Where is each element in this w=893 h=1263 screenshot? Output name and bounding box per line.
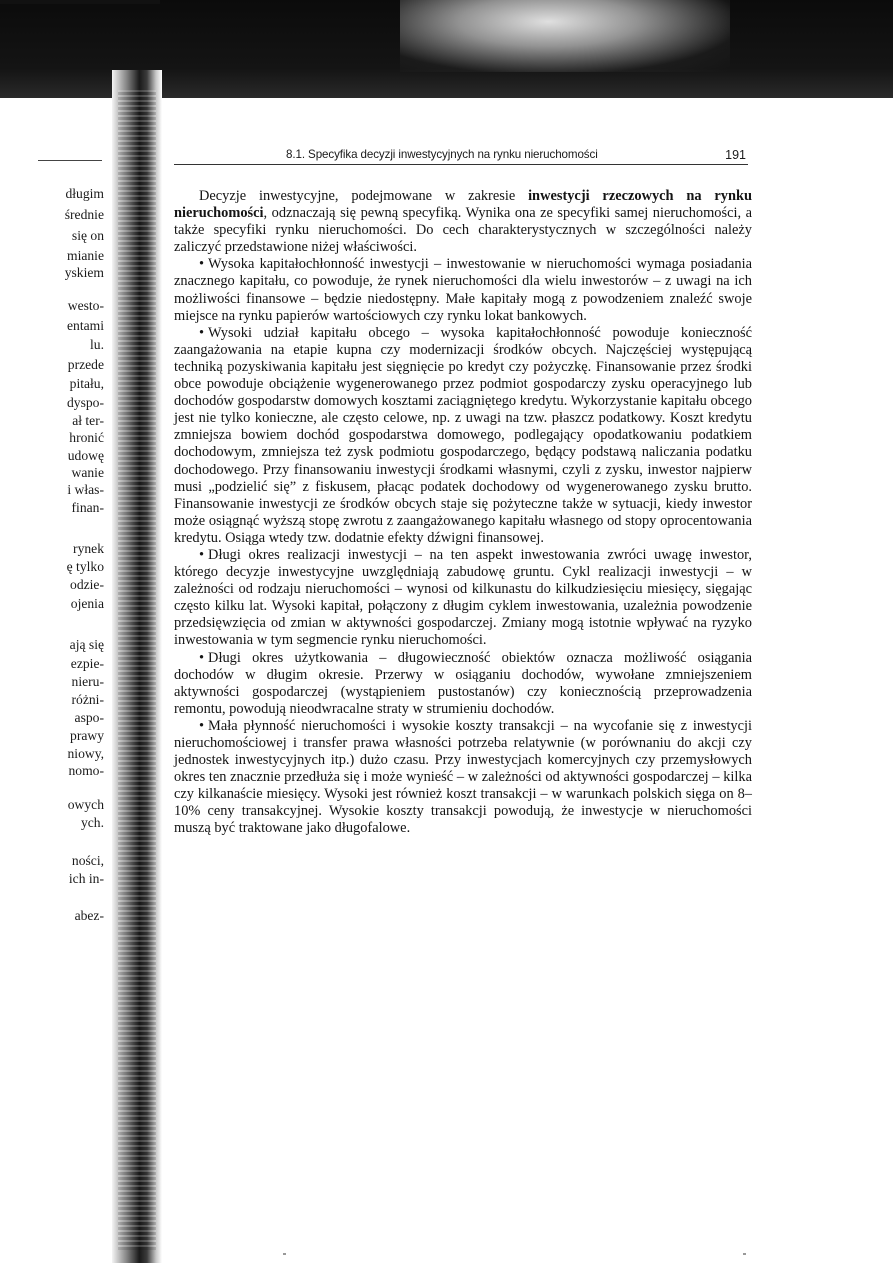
left-fragment: przede <box>67 357 104 372</box>
left-fragment: ają się <box>69 637 104 652</box>
bullet-paragraph <box>174 718 752 838</box>
page-number: 191 <box>725 148 746 162</box>
left-fragment: abez- <box>74 908 104 923</box>
left-fragment: lu. <box>90 337 104 352</box>
left-fragment: aspo- <box>74 710 104 725</box>
left-fragment: ę tylko <box>66 559 104 574</box>
left-fragment: dyspo- <box>66 395 104 410</box>
left-fragment: i włas- <box>67 482 104 497</box>
bullet-icon: • <box>199 649 205 666</box>
scan-edge <box>0 0 160 4</box>
header-rule <box>174 164 748 165</box>
intro-paragraph <box>174 188 752 256</box>
left-fragment: rynek <box>73 541 104 556</box>
scan-glare <box>400 0 730 72</box>
left-fragment: ych. <box>80 815 104 830</box>
left-fragment: wanie <box>71 465 104 480</box>
left-fragment: długim <box>65 186 104 201</box>
left-fragment: ał ter- <box>72 413 104 428</box>
page-body <box>174 188 752 838</box>
left-fragment: nomo- <box>68 763 104 778</box>
left-fragment: ezpie- <box>70 656 104 671</box>
left-fragment: ich in- <box>68 871 104 886</box>
left-fragment: westo- <box>67 298 104 313</box>
left-fragment: yskiem <box>64 265 104 280</box>
left-fragment: różni- <box>71 692 104 707</box>
bullet-paragraph <box>174 650 752 718</box>
left-fragment: entami <box>67 318 104 333</box>
bullet-text: Długi okres użytkowania – długowieczność obiektów oznacza możliwość osiągania dochodów w długim okresie. Przerwy w osiąganiu dochodów, wywołane zmniejszeniem aktywności gospodarczej (wystąpieniem pustostanów) czy koniecznością przeprowadzenia remontu, powodują nieodwracalne straty w strumieniu dochodów. <box>174 649 752 717</box>
bullet-icon: • <box>199 546 205 563</box>
left-fragment: mianie <box>67 248 104 263</box>
bullet-text: Wysoka kapitałochłonność inwestycji – inwestowanie w nieruchomości wymaga posiadania znacznego kapitału, co powoduje, że rynek nieruchomości dla wielu inwestorów – z uwagi na ich możliwości finansowe – będzie niedostępny. Małe kapitały mogą z powodzeniem znaleźć swoje miejsce na rynku papierów wartościowych czy rynku lokat bankowych. <box>174 256 752 324</box>
left-fragment: udowę <box>67 448 104 463</box>
left-fragment: nieru- <box>71 674 104 689</box>
intro-text: Decyzje inwestycyjne, podejmowane w zakresie <box>199 188 529 204</box>
bullet-text: Wysoki udział kapitału obcego – wysoka kapitałochłonność powoduje konieczność zaangażowania na etapie kupna czy modernizacji środków obcych. Najczęściej występującą techniką pozyskiwania kapitału jest sięgnięcie po kredyt czy pożyczkę. Finansowanie przez środki obce powoduje obciążenie wygenerowanego przez podmiot gospodarczy zysku operacyjnego lub dochodów gospodarstw domowych kosztami zaciągniętego kredytu. Wykorzystanie kapitału obcego jest nie tylko konieczne, ale często celowe, np. z uwagi na tzw. płaszcz podatkowy. Koszt kredytu zmniejsza bowiem dochód gospodarstwa domowego, podlegający opodatkowaniu podatkiem dochodowym, zmniejsza też zysk podmiotu gospodarczego, będący podstawą naliczania podatku dochodowego. Przy finansowaniu inwestycji środkami własnymi, czyli z zysku, inwestor najpierw musi „podzielić się” z fiskusem, płacąc podatek dochodowy od wygenerowanego zysku brutto. Finansowanie inwestycji ze środków obcych staje się pożyteczne także w sytuacji, kiedy inwestor może osiągnąć wyższą stopę zwrotu z zaangażowanego kapitału własnego od stopy oprocentowania kredytu. Osiąga wtedy tzw. dodatnie efekty dźwigni finansowej. <box>174 324 752 546</box>
left-fragment: odzie- <box>70 577 104 592</box>
bullet-icon: • <box>199 324 205 341</box>
left-fragment: niowy, <box>67 746 104 761</box>
left-fragment: ności, <box>71 853 104 868</box>
bullet-icon: • <box>199 256 205 273</box>
left-fragment: średnie <box>64 207 104 222</box>
running-header <box>174 148 748 164</box>
left-fragment: finan- <box>71 500 104 515</box>
scan-speck <box>743 1253 746 1255</box>
intro-emphasis: inwestycji rzeczowych na rynku nieruchomości <box>174 188 752 222</box>
left-fragment: się on <box>71 228 104 243</box>
running-header-title: 8.1. Specyfika decyzji inwestycyjnych na rynku nieruchomości <box>286 148 598 161</box>
left-fragment: hronić <box>69 430 104 445</box>
book-gutter-texture <box>118 90 156 1250</box>
left-fragment: pitału, <box>69 376 104 391</box>
intro-text-rest: , odznaczają się pewną specyfiką. Wynika ona ze specyfiki samej nieruchomości, a także specyfiki rynku nieruchomości. Do cech charakterystycznych w szczególności należy zaliczyć przedstawione niżej właściwości. <box>174 205 752 256</box>
left-fragment: ojenia <box>70 596 104 611</box>
bullet-icon: • <box>199 717 205 734</box>
bullet-paragraph <box>174 325 752 547</box>
bullet-text: Mała płynność nieruchomości i wysokie koszty transakcji – na wycofanie się z inwestycji nieruchomościowej i transfer prawa własności potrzeba relatywnie (w porównaniu do akcji czy jednostek inwestycyjnych itp.) dużo czasu. Przy inwestycjach komercyjnych czy przemysłowych okres ten znacznie przedłuża się i może wynieść – w zależności od aktywności gospodarczej – kilka czy kilkanaście miesięcy. Wysoki jest również koszt transakcji – w warunkach polskich sięga on 8–10% ceny transakcyjnej. Wysokie koszty transakcji powodują, że inwestycje w nieruchomości muszą być traktowane jako długofalowe. <box>174 717 752 837</box>
bullet-paragraph <box>174 547 752 650</box>
left-page-header-rule <box>38 160 102 161</box>
scan-speck <box>283 1253 286 1255</box>
left-fragment: prawy <box>70 728 104 743</box>
bullet-text: Długi okres realizacji inwestycji – na ten aspekt inwestowania zwróci uwagę inwestor, którego decyzje inwestycyjne uwzględniają zabudowę gruntu. Cykl realizacji inwestycji – w zależności od rodzaju nieruchomości – wynosi od kilkunastu do kilkudziesięciu miesięcy, sięgając często kilku lat. Wysoki kapitał, połączony z długim cyklem inwestowania, uzależnia powodzenie przedsięwzięcia od zmian w aktywności gospodarczej. Zmiany mogą istotnie wpływać na ryzyko inwestowania w tym segmencie rynku nieruchomości. <box>174 546 752 649</box>
left-fragment: owych <box>67 797 104 812</box>
bullet-paragraph <box>174 256 752 324</box>
